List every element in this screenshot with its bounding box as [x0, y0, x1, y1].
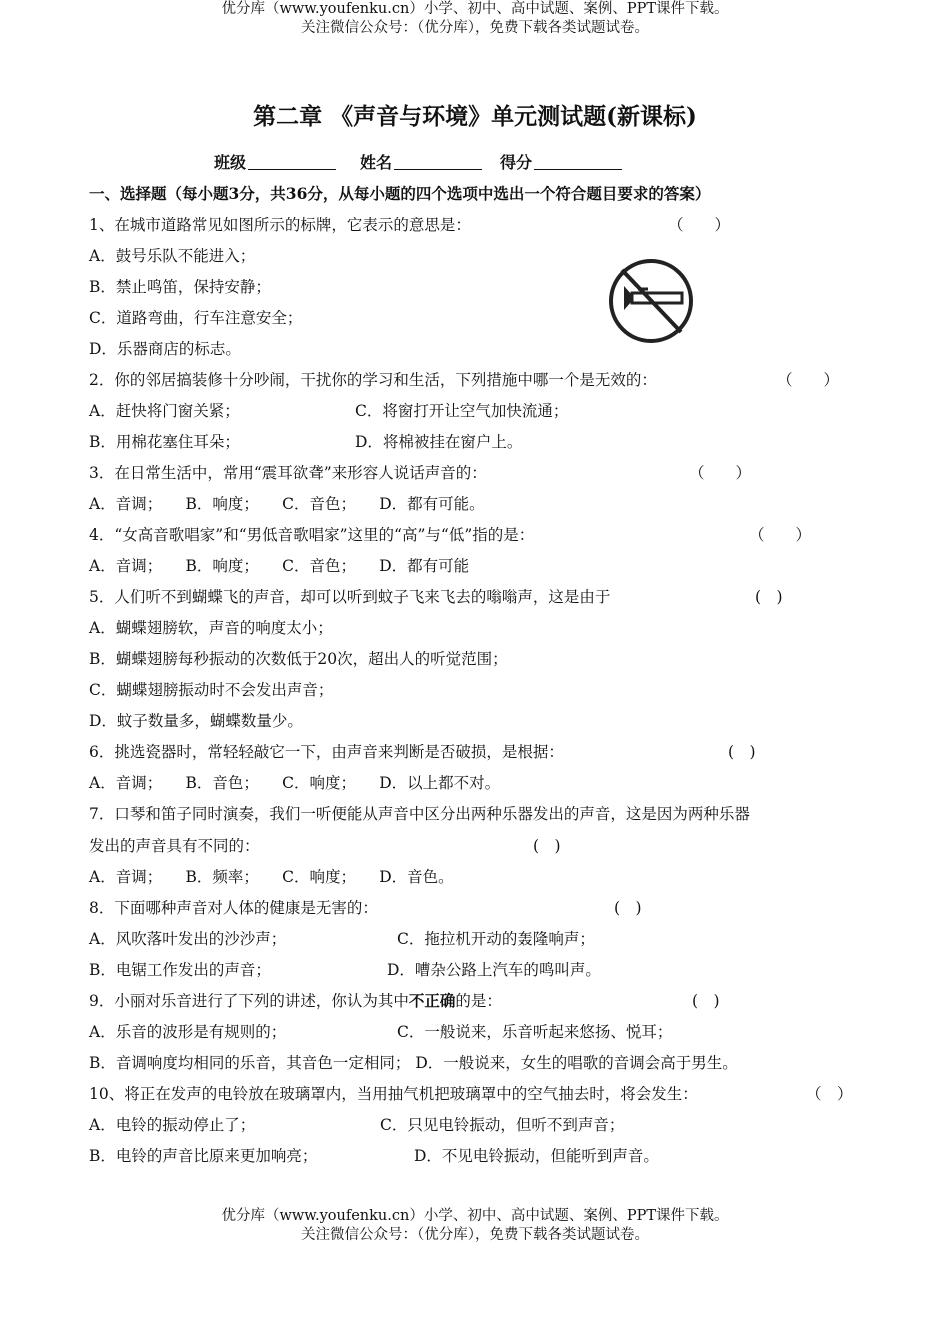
q6-stem: 6．挑选瓷器时，常轻轻敲它一下，由声音来判断是否破损，是根据： [89, 743, 564, 761]
q3-stem: 3．在日常生活中，常用“震耳欲聋”来形容人说话声音的： [89, 464, 487, 482]
q4-stem: 4．“女高音歌唱家”和“男低音歌唱家”这里的“高”与“低”指的是： [89, 526, 535, 544]
q1-option-d: D．乐器商店的标志。 [89, 340, 241, 358]
q10-option-b: B．电铃的声音比原来更加响亮； [89, 1147, 318, 1165]
q3-answer-bracket: （ ） [689, 464, 752, 482]
q2-option-d: D．将棉被挂在窗户上。 [355, 433, 523, 451]
q8-answer-bracket: ( ) [614, 899, 642, 917]
page-footer [0, 1207, 950, 1245]
name-blank [394, 151, 482, 170]
score-field [500, 151, 622, 175]
q5-answer-bracket: ( ) [755, 588, 783, 606]
q8-option-c: C．拖拉机开动的轰隆响声； [397, 930, 595, 948]
q10-option-c: C．只见电铃振动，但听不到声音； [380, 1116, 625, 1134]
q9-answer-bracket: ( ) [692, 992, 720, 1010]
q10-answer-bracket: （ ） [806, 1085, 853, 1103]
q1-option-b: B．禁止鸣笛，保持安静； [89, 278, 271, 296]
q7-stem-line-1: 7．口琴和笛子同时演奏，我们一听便能从声音中区分出两种乐器发出的声音，这是因为两种乐器 [89, 805, 750, 823]
header-line-1: 优分库（www.youfenku.cn）小学、初中、高中试题、案例、PPT课件下载。 [221, 1, 729, 17]
q5-stem: 5．人们听不到蝴蝶飞的声音，却可以听到蚊子飞来飞去的嗡嗡声，这是由于 [89, 588, 611, 606]
q1-option-c: C．道路弯曲，行车注意安全； [89, 309, 303, 327]
q9-option-a: A．乐音的波形是有规则的； [89, 1023, 287, 1041]
q9-stem-emphasis: 不正确 [408, 991, 456, 1010]
q2-stem: 2．你的邻居搞装修十分吵闹，干扰你的学习和生活，下列措施中哪一个是无效的： [89, 371, 657, 389]
q9-stem-post: 的是： [455, 992, 502, 1010]
q6-options: A．音调； B．音色； C．响度； D．以上都不对。 [89, 774, 501, 792]
footer-line-2: 关注微信公众号：（优分库），免费下载各类试题试卷。 [301, 1227, 649, 1243]
q7-answer-bracket: ( ) [533, 837, 561, 855]
name-field [360, 151, 482, 175]
q5-option-c: C．蝴蝶翅膀振动时不会发出声音； [89, 681, 334, 699]
q10-option-d: D．不见电铃振动，但能听到声音。 [414, 1147, 659, 1165]
q5-option-d: D．蚊子数量多，蝴蝶数量少。 [89, 712, 303, 730]
q4-answer-bracket: （ ） [749, 526, 812, 544]
header-line-2: 关注微信公众号：（优分库），免费下载各类试题试卷。 [301, 20, 649, 36]
q2-answer-bracket: （ ） [777, 371, 840, 389]
score-label: 得分 [500, 153, 533, 172]
class-label: 班级 [214, 153, 247, 172]
q1-answer-bracket: （ ） [668, 216, 731, 234]
q1-stem: 1、在城市道路常见如图所示的标牌，它表示的意思是： [89, 216, 471, 234]
q4-options: A．音调； B．响度； C．音色； D．都有可能 [89, 557, 470, 575]
score-blank [534, 151, 622, 170]
footer-line-1: 优分库（www.youfenku.cn）小学、初中、高中试题、案例、PPT课件下载。 [221, 1208, 729, 1224]
q2-option-a: A．赶快将门窗关紧； [89, 402, 240, 420]
q10-stem: 10、将正在发声的电铃放在玻璃罩内，当用抽气机把玻璃罩中的空气抽去时，将会发生： [89, 1085, 698, 1103]
q5-option-b: B．蝴蝶翅膀每秒振动的次数低于20次，超出人的听觉范围； [89, 650, 508, 668]
class-field [214, 151, 336, 175]
q3-options: A．音调； B．响度； C．音色； D．都有可能。 [89, 495, 485, 513]
q9-option-c: C．一般说来，乐音听起来悠扬、悦耳； [397, 1023, 673, 1041]
section-heading: 一、选择题（每小题3分，共36分，从每小题的四个选项中选出一个符合题目要求的答案） [89, 184, 711, 203]
q6-answer-bracket: ( ) [728, 743, 756, 761]
q7-stem-line-2: 发出的声音具有不同的： [89, 837, 260, 855]
q8-option-a: A．风吹落叶发出的沙沙声； [89, 930, 287, 948]
name-label: 姓名 [360, 153, 393, 172]
page-title: 第二章 《声音与环境》单元测试题(新课标) [253, 103, 697, 130]
page-header [0, 0, 950, 38]
q5-option-a: A．蝴蝶翅膀软，声音的响度太小； [89, 619, 333, 637]
q9-stem [89, 989, 502, 1013]
q9-stem-pre: 9．小丽对乐音进行了下列的讲述，你认为其中 [89, 992, 409, 1010]
class-blank [248, 151, 336, 170]
no-horn-sign-icon [606, 258, 696, 344]
q9-options-b-d: B．音调响度均相同的乐音，其音色一定相同； D．一般说来，女生的唱歌的音调会高于男生。 [89, 1054, 738, 1072]
q1-option-a: A．鼓号乐队不能进入； [89, 247, 256, 265]
q7-options: A．音调； B．频率； C．响度； D．音色。 [89, 868, 454, 886]
q8-option-b: B．电锯工作发出的声音； [89, 961, 271, 979]
q8-stem: 8．下面哪种声音对人体的健康是无害的： [89, 899, 378, 917]
q8-option-d: D．嘈杂公路上汽车的鸣叫声。 [387, 961, 601, 979]
q10-option-a: A．电铃的振动停止了； [89, 1116, 256, 1134]
q2-option-b: B．用棉花塞住耳朵； [89, 433, 240, 451]
q2-option-c: C．将窗打开让空气加快流通； [355, 402, 569, 420]
